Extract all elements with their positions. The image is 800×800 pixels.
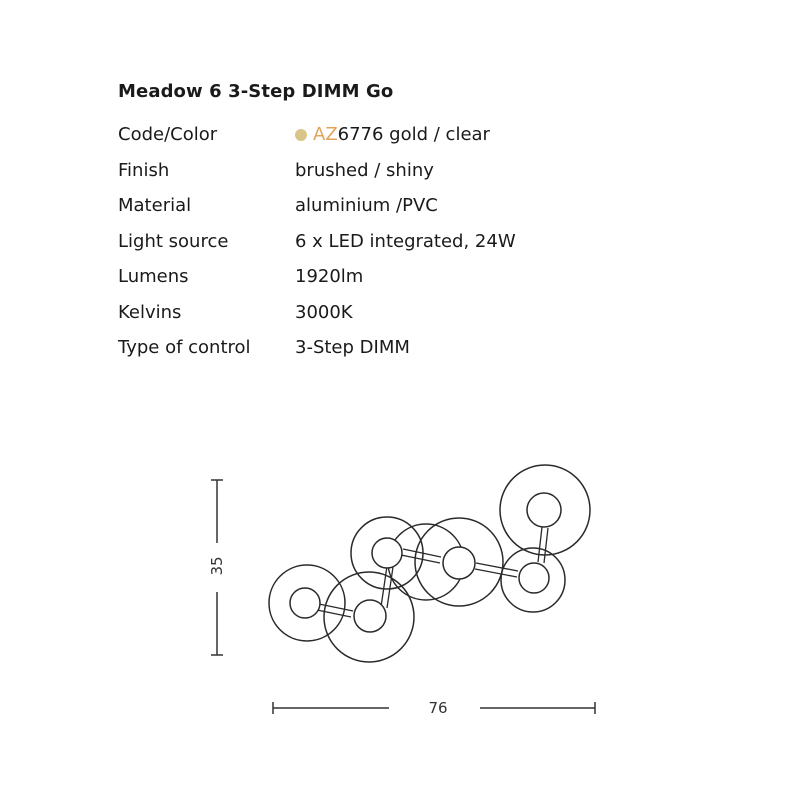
spec-value: 3000K [295,301,353,323]
spec-label: Light source [118,230,229,252]
spec-label: Type of control [118,337,251,359]
spec-label: Code/Color [118,124,218,146]
product-title: Meadow 6 3-Step DIMM Go [118,81,394,102]
height-dimension-label: 35 [208,556,226,576]
rod-5b [544,528,548,563]
led-center-6 [519,563,549,593]
spec-label: Lumens [118,266,189,288]
spec-label: Finish [118,159,170,181]
spec-value: 3-Step DIMM [295,337,410,359]
code-prefix: AZ [313,124,338,146]
led-center-1 [290,588,320,618]
spec-label: Kelvins [118,301,182,323]
rod-3 [403,549,441,557]
width-dimension-label: 76 [428,699,448,717]
rod-2 [381,566,387,607]
led-center-4 [443,547,475,579]
spec-value: aluminium /PVC [295,195,438,217]
spec-value: 6 x LED integrated, 24W [295,230,516,252]
spec-value: brushed / shiny [295,159,434,181]
rod-5 [538,527,542,562]
spec-label: Material [118,195,192,217]
code-color-value: 6776 gold / clear [337,124,490,146]
led-center-3 [372,538,402,568]
led-center-2 [354,600,386,632]
rod-1b [317,610,351,617]
led-centers [290,493,561,632]
lamp-connecting-rods [317,527,548,617]
spec-value: 1920lm [295,266,364,288]
led-center-5 [527,493,561,527]
